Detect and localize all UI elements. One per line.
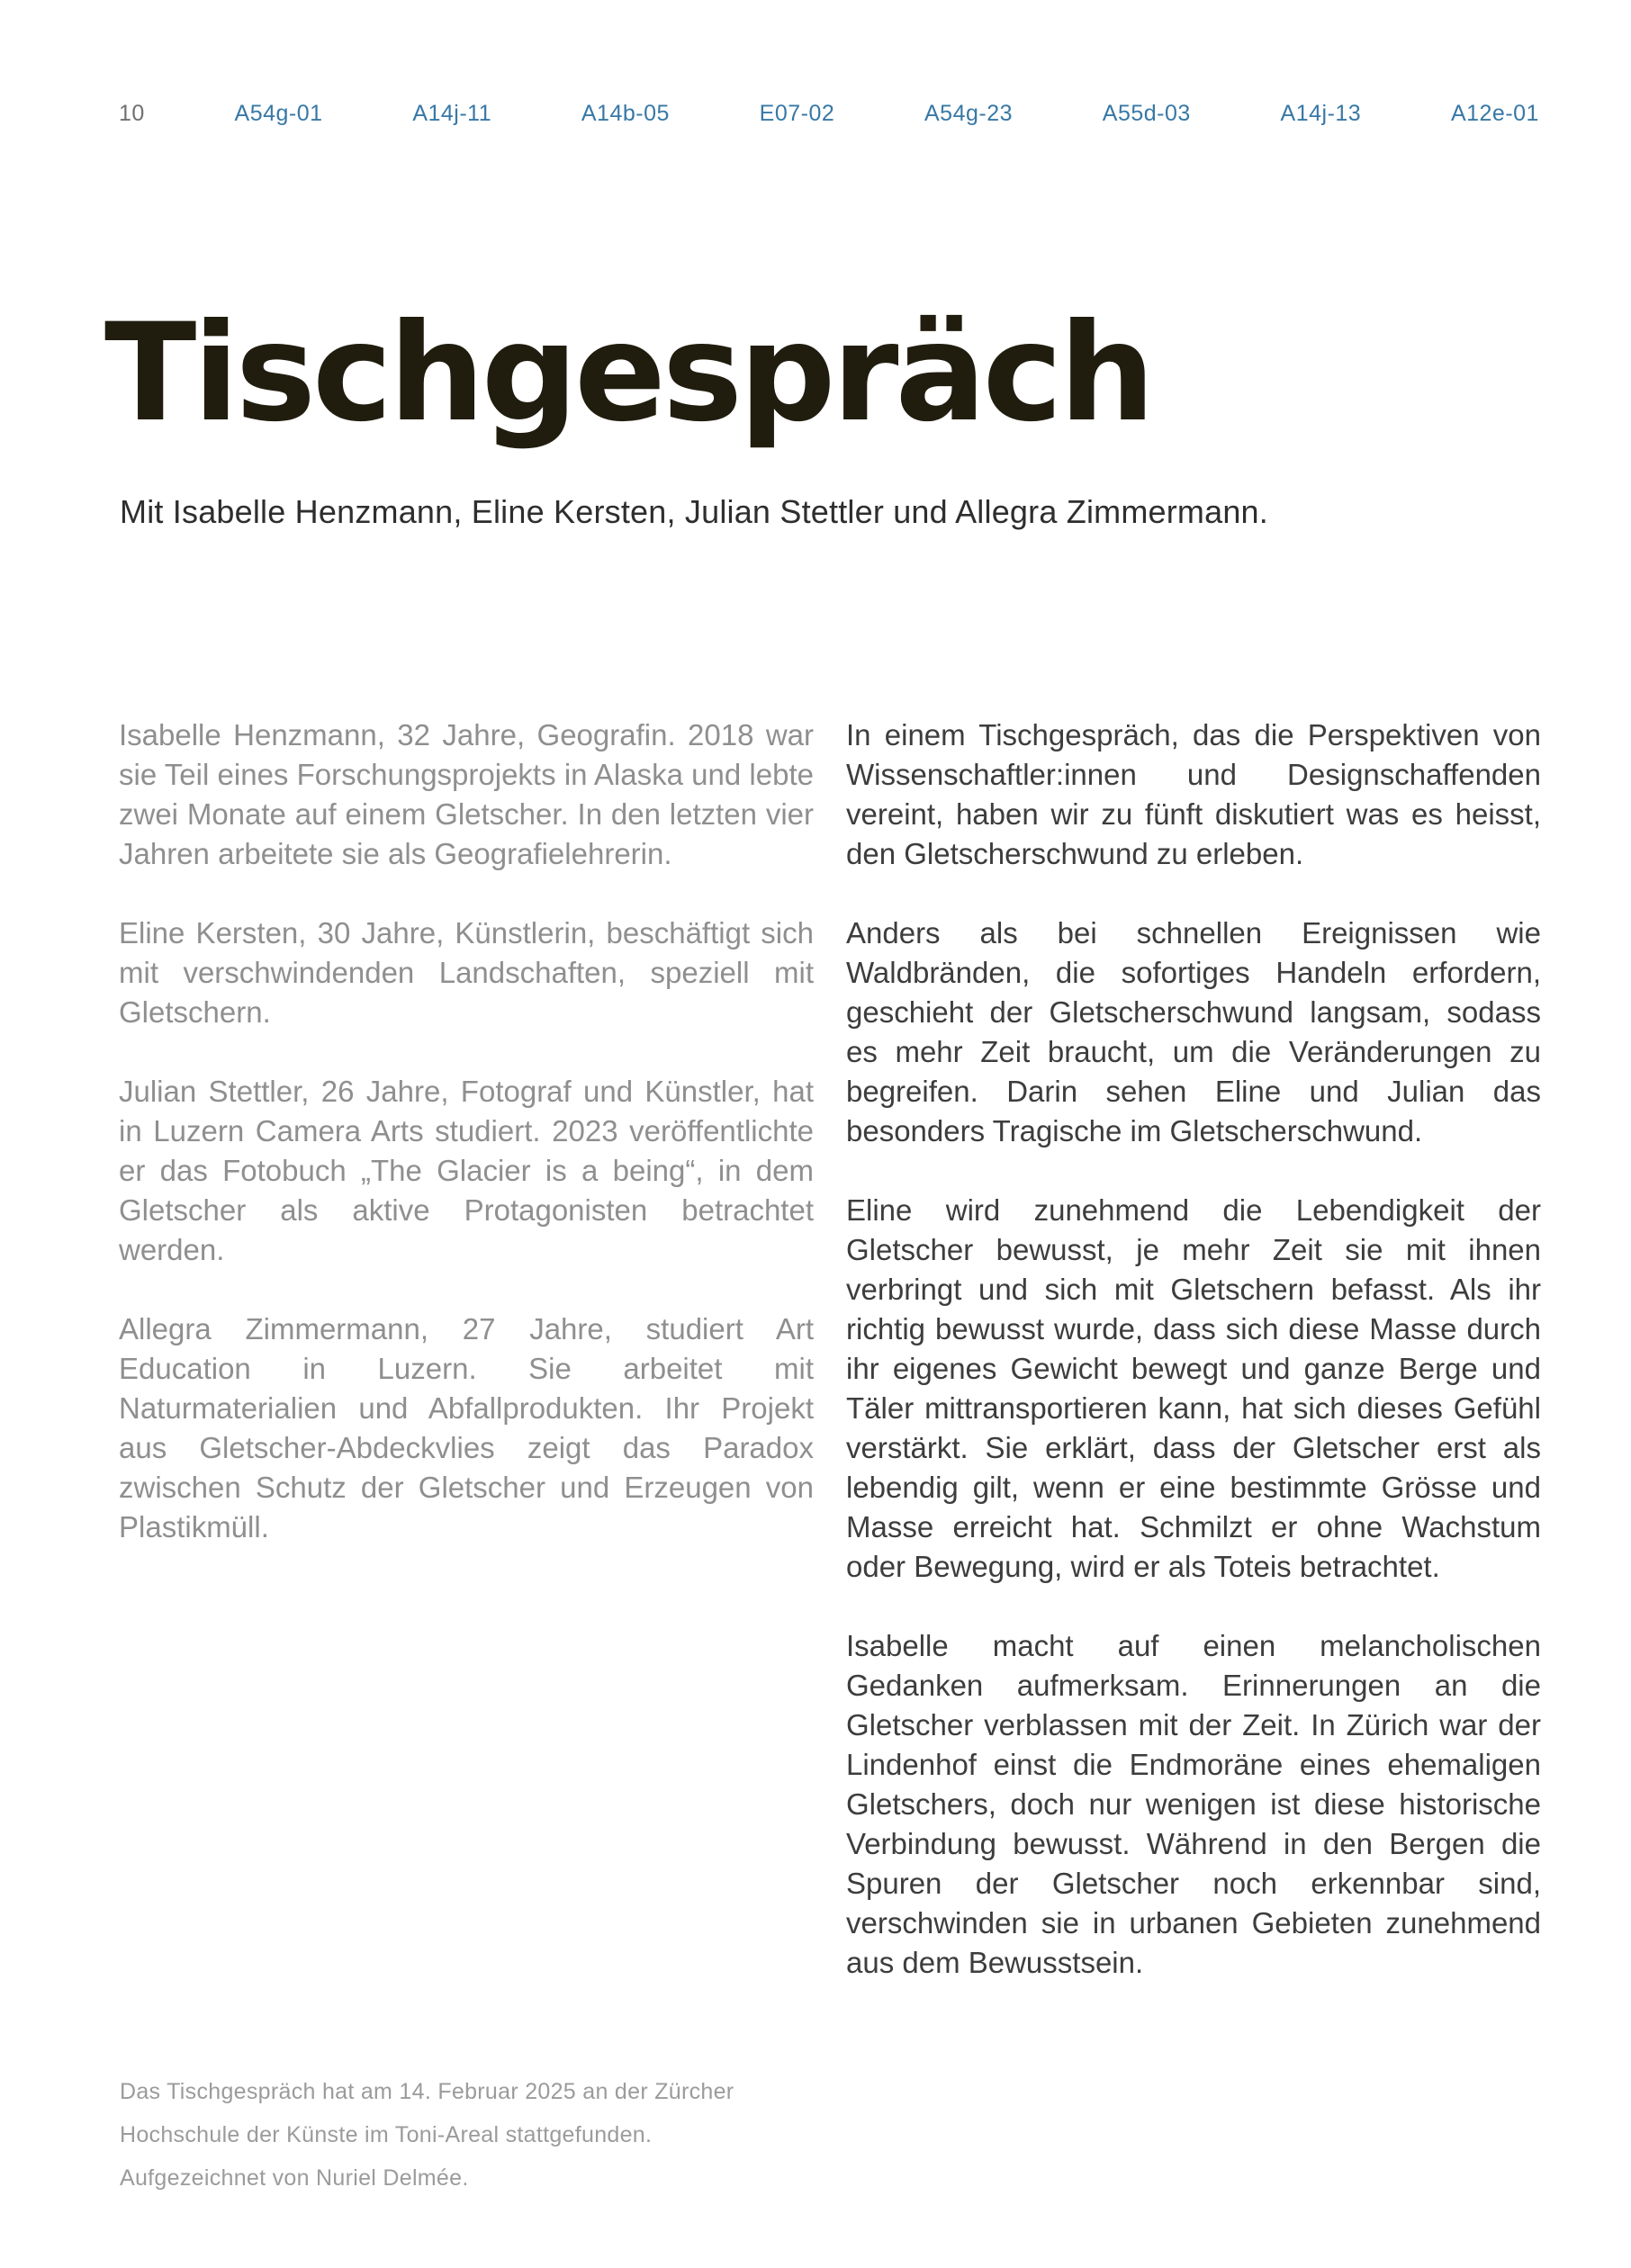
archive-code-5: A54g-23 bbox=[924, 101, 1014, 126]
page-header bbox=[119, 101, 1539, 127]
archive-code-1: A54g-01 bbox=[234, 101, 323, 126]
article-title: Tischgespräch bbox=[104, 295, 1152, 452]
footnote-line-3: Aufgezeichnet von Nuriel Delmée. bbox=[120, 2165, 469, 2191]
article-paragraph-3: Eline wird zunehmend die Lebendigkeit der Gletscher bewusst, je mehr Zeit sie mit ihnen verbringt und sich mit Gletschern befasst. Als ihr richtig bewusst wurde, dass sich diese Masse durch ihr eigenes Gewicht bewegt und ganze Berge und Täler mittransportieren kann, hat sich dieses Gefühl verstärkt. Sie erklärt, dass der Gletscher erst als lebendig gilt, wenn er eine bestimmte Grösse und Masse erreicht hat. Schmilzt er ohne Wachstum oder Bewegung, wird er als Toteis betrachtet. bbox=[846, 1193, 1541, 1583]
right-column-article bbox=[846, 716, 1541, 1983]
archive-code-8: A12e-01 bbox=[1450, 101, 1539, 126]
footnote bbox=[120, 2070, 734, 2200]
archive-code-7: A14j-13 bbox=[1280, 101, 1362, 126]
article-subtitle: Mit Isabelle Henzmann, Eline Kersten, Julian Stettler und Allegra Zimmermann. bbox=[120, 493, 1268, 530]
archive-code-3: A14b-05 bbox=[581, 101, 670, 126]
footnote-line-1: Das Tischgespräch hat am 14. Februar 2025 an der Zürcher bbox=[120, 2079, 734, 2104]
article-paragraph-2: Anders als bei schnellen Ereignissen wie Waldbränden, die sofortiges Handeln erfordern, geschieht der Gletscherschwund langsam, sodass es mehr Zeit braucht, um die Veränderungen zu begreifen. Darin sehen Eline und Julian das besonders Tragische im Gletscherschwund. bbox=[846, 916, 1541, 1148]
bio-paragraph-isabelle: Isabelle Henzmann, 32 Jahre, Geografin. 2018 war sie Teil eines Forschungsprojekts in Alaska und lebte zwei Monate auf einem Gletscher. In den letzten vier Jahren arbeitete sie als Geografielehrerin. bbox=[119, 718, 814, 870]
bio-paragraph-julian: Julian Stettler, 26 Jahre, Fotograf und Künstler, hat in Luzern Camera Arts studiert. 2023 veröffentlichte er das Fotobuch „The Glacier is a being“, in dem Gletscher als aktive Protagonisten betrachtet werden. bbox=[119, 1075, 814, 1266]
footnote-line-2: Hochschule der Künste im Toni-Areal stattgefunden. bbox=[120, 2122, 653, 2147]
article-paragraph-1: In einem Tischgespräch, das die Perspektiven von Wissenschaftler:innen und Designschaffenden vereint, haben wir zu fünft diskutiert was es heisst, den Gletscherschwund zu erleben. bbox=[846, 718, 1541, 870]
article-body bbox=[119, 716, 1541, 1983]
archive-code-2: A14j-11 bbox=[412, 101, 492, 126]
archive-code-6: A55d-03 bbox=[1102, 101, 1191, 126]
bio-paragraph-allegra: Allegra Zimmermann, 27 Jahre, studiert Art Education in Luzern. Sie arbeitet mit Naturmaterialien und Abfallprodukten. Ihr Projekt aus Gletscher-Abdeckvlies zeigt das Paradox zwischen Schutz der Gletscher und Erzeugen von Plastikmüll. bbox=[119, 1312, 814, 1544]
bio-paragraph-eline: Eline Kersten, 30 Jahre, Künstlerin, beschäftigt sich mit verschwindenden Landschaften, speziell mit Gletschern. bbox=[119, 916, 814, 1029]
archive-code-4: E07-02 bbox=[759, 101, 835, 126]
page-number: 10 bbox=[119, 101, 145, 126]
left-column-bios bbox=[119, 716, 814, 1983]
article-paragraph-4: Isabelle macht auf einen melancholischen Gedanken aufmerksam. Erinnerungen an die Gletscher verblassen mit der Zeit. In Zürich war der Lindenhof einst die Endmoräne eines ehemaligen Gletschers, doch nur wenigen ist diese historische Verbindung bewusst. Während in den Bergen die Spuren der Gletscher noch erkennbar sind, verschwinden sie in urbanen Gebieten zunehmend aus dem Bewusstsein. bbox=[846, 1629, 1541, 1979]
